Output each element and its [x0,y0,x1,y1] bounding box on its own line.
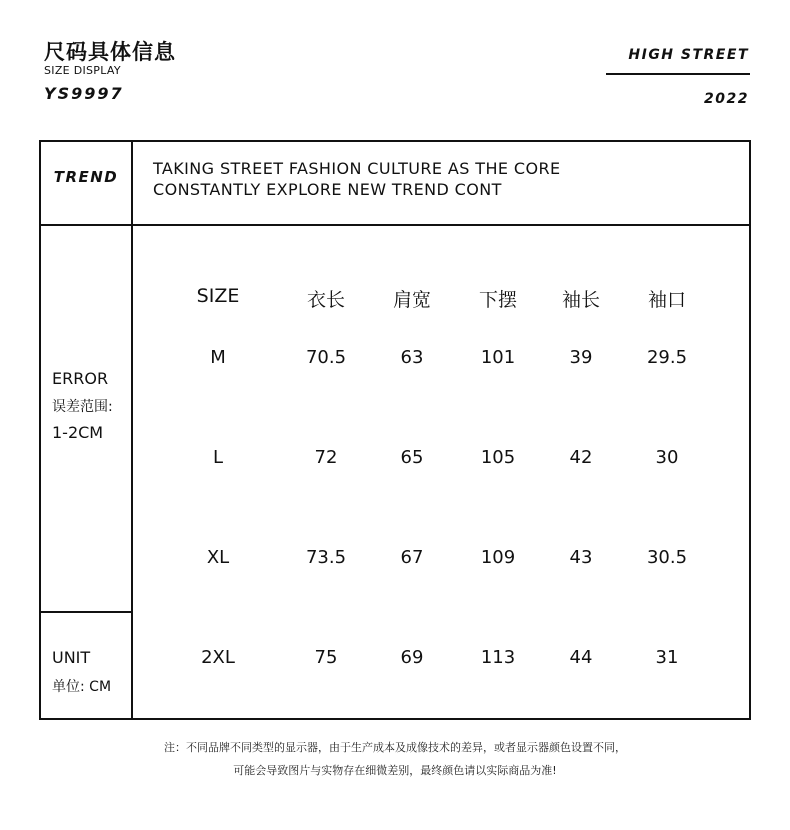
error-label-cn: 误差范围: [52,399,113,415]
value-cell: 29.5 [646,347,688,368]
value-cell: 105 [480,447,516,468]
value-cell: 44 [569,647,593,668]
page-subtitle: SIZE DISPLAY [44,64,121,77]
size-cell: XL [206,547,230,568]
header-hem: 下摆 [478,289,517,311]
header-row-divider [39,224,751,226]
size-cell: 2XL [201,647,235,668]
size-cell: L [212,447,224,468]
error-value: 1-2CM [52,423,104,442]
error-label: ERROR [52,369,109,388]
value-cell: 69 [400,647,424,668]
trend-label: TREND [53,168,119,186]
value-cell: 63 [400,347,424,368]
value-cell: 42 [569,447,593,468]
value-cell: 113 [480,647,516,668]
header-sleeve-length: 袖长 [561,289,600,311]
unit-label-cn: 单位: CM [52,679,112,695]
value-cell: 43 [569,547,593,568]
header-size: SIZE [196,285,240,307]
page-title: 尺码具体信息 [44,39,176,64]
disclaimer-line-1: 注：不同品牌不同类型的显示器，由于生产成本及成像技术的差异，或者显示器颜色设置不同， [164,741,626,754]
value-cell: 67 [400,547,424,568]
value-cell: 73.5 [305,547,347,568]
side-cell-divider [39,611,132,613]
value-cell: 101 [480,347,516,368]
size-cell: M [210,347,226,368]
value-cell: 72 [314,447,338,468]
column-divider [131,140,133,720]
header-length: 衣长 [306,289,345,311]
value-cell: 75 [314,647,338,668]
value-cell: 31 [655,647,679,668]
value-cell: 39 [569,347,593,368]
value-cell: 65 [400,447,424,468]
value-cell: 70.5 [305,347,347,368]
brand-label: HIGH STREET [628,47,749,63]
header-cuff: 袖口 [647,289,686,311]
value-cell: 109 [480,547,516,568]
value-cell: 30.5 [646,547,688,568]
model-number: YS9997 [44,84,124,103]
year-label: 2022 [704,91,749,107]
brand-underline [606,73,750,75]
slogan-line-1: TAKING STREET FASHION CULTURE AS THE CORE [153,159,561,178]
disclaimer-line-2: 可能会导致图片与实物存在细微差别，最终颜色请以实际商品为准! [233,764,557,777]
size-table-frame [39,140,751,720]
value-cell: 30 [655,447,679,468]
unit-label: UNIT [52,648,91,667]
slogan-line-2: CONSTANTLY EXPLORE NEW TREND CONT [153,180,502,199]
header-shoulder: 肩宽 [392,289,431,311]
